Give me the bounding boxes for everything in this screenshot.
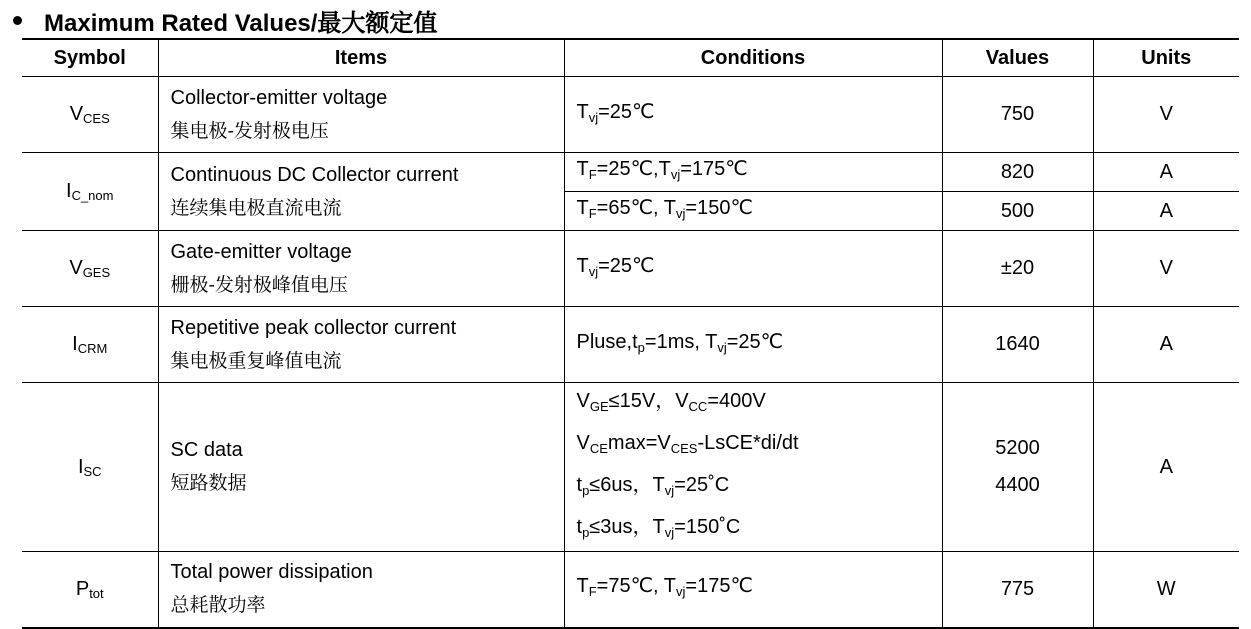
symbol-cell: $P_{tot}$ (22, 552, 158, 628)
unit-cell: W (1093, 552, 1239, 628)
table-row (22, 231, 1239, 307)
item-cell: Collector-emitter voltage 集电极-发射极电压 (158, 77, 564, 153)
value-cell: 1640 (942, 307, 1093, 383)
unit-cell: A (1093, 383, 1239, 552)
condition-cell: $T_{vj}=25℃$ (564, 77, 942, 153)
unit-cell: V (1093, 231, 1239, 307)
table-row (22, 552, 1239, 628)
symbol-cell: $I_{CRM}$ (22, 307, 158, 383)
item-cell: Gate-emitter voltage 栅极-发射极峰值电压 (158, 231, 564, 307)
unit-cell: V (1093, 77, 1239, 153)
unit-cell: A (1093, 307, 1239, 383)
symbol-cell: $I_{C\_nom}$ (22, 153, 158, 231)
header-units: Units (1093, 39, 1239, 77)
table-row (22, 383, 1239, 552)
symbol-cell: $I_{SC}$ (22, 383, 158, 552)
symbol-cell: $V_{CES}$ (22, 77, 158, 153)
value-cell: 820 (942, 153, 1093, 192)
unit-cell: A (1093, 192, 1239, 231)
value-cell: 750 (942, 77, 1093, 153)
symbol-cell: $V_{GES}$ (22, 231, 158, 307)
header-symbol: Symbol (22, 39, 158, 77)
bullet-icon (13, 16, 22, 25)
condition-cell: $Pluse,t_p=1ms$, $T_{vj}=25℃$ (564, 307, 942, 383)
table-header-row (22, 39, 1239, 77)
value-cell: 500 (942, 192, 1093, 231)
value-cell: 775 (942, 552, 1093, 628)
header-values: Values (942, 39, 1093, 77)
value-cell: ±20 (942, 231, 1093, 307)
item-cell: Total power dissipation 总耗散功率 (158, 552, 564, 628)
table-row (22, 153, 1239, 192)
header-conditions: Conditions (564, 39, 942, 77)
header-items: Items (158, 39, 564, 77)
condition-cell: $T_F=75℃$, $T_{vj}=175℃$ (564, 552, 942, 628)
table-row (22, 307, 1239, 383)
section-title: Maximum Rated Values/最大额定值 (44, 9, 438, 37)
value-cell: 5200 4400 (942, 383, 1093, 552)
table-row (22, 77, 1239, 153)
section-heading (8, 2, 437, 38)
unit-cell: A (1093, 153, 1239, 192)
condition-cell: $T_F=65℃$, $T_{vj}=150℃$ (564, 192, 942, 231)
item-cell: SC data 短路数据 (158, 383, 564, 552)
condition-cell: $T_F=25℃,T_{vj}=175℃$ (564, 153, 942, 192)
item-cell: Repetitive peak collector current 集电极重复峰值电流 (158, 307, 564, 383)
condition-cell: $V_{GE}\le 15V$，$V_{CC}=400V$ $V_{CE}\max=V_{CES}-LsCE*di/dt$ $t_p\le 6us$，$T_{vj}=25˚C$ $t_p\le 3us$，$T_{vj}=150˚C$ (564, 383, 942, 552)
condition-cell: $T_{vj}=25℃$ (564, 231, 942, 307)
rated-values-table (22, 38, 1239, 629)
item-cell: Continuous DC Collector current 连续集电极直流电流 (158, 153, 564, 231)
